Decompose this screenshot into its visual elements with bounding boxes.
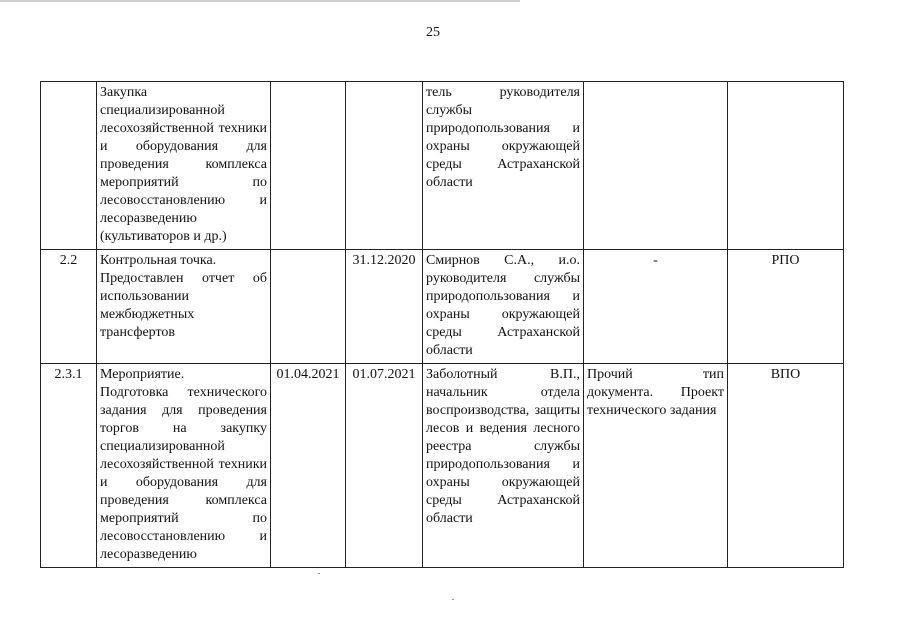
row-number-cell: 2.3.1 <box>41 364 97 568</box>
end-date-cell: 31.12.2020 <box>346 250 423 364</box>
control-type-cell <box>728 82 844 250</box>
responsible-cell: тель руководителя службы природопользования и охраны окружающей среды Астраханской области <box>423 82 584 250</box>
result-cell: - <box>584 250 728 364</box>
responsible-cell: Заболотный В.П., начальник отдела воспроизводства, защиты лесов и ведения лесного реестра службы природопользования и охраны окружающей среды Астраханской области <box>423 364 584 568</box>
page-number: 25 <box>426 25 440 40</box>
start-date-cell: 01.04.2021 <box>271 364 346 568</box>
activity-name-cell <box>97 250 271 364</box>
row-number-cell <box>41 82 97 250</box>
responsible-cell: Смирнов С.А., и.о. руководителя службы природопользования и охраны окружающей среды Астраханской области <box>423 250 584 364</box>
activities-table <box>40 81 844 568</box>
activity-name-cell <box>97 364 271 568</box>
control-type-cell: РПО <box>728 250 844 364</box>
activity-type-label: Контрольная точка. <box>100 253 217 268</box>
start-date-cell <box>271 250 346 364</box>
page-top-rule <box>0 0 520 2</box>
scan-speck <box>452 599 454 600</box>
control-type-cell: ВПО <box>728 364 844 568</box>
end-date-cell: 01.07.2021 <box>346 364 423 568</box>
result-cell <box>584 82 728 250</box>
table-row <box>41 364 844 568</box>
activity-name-text: Закупка специализированной лесохозяйственной техники и оборудования для проведения комплекса мероприятий по лесовосстановлению и лесоразведению (культиваторов и др.) <box>100 85 267 244</box>
activity-type-label: Мероприятие. <box>100 367 185 382</box>
result-cell: Прочий тип документа. Проект технического задания <box>584 364 728 568</box>
activity-name-text: Предоставлен отчет об использовании межбюджетных трансфертов <box>100 271 267 340</box>
table-row <box>41 250 844 364</box>
activity-name-text: Подготовка технического задания для проведения торгов на закупку специализированной лесохозяйственной техники и оборудования для проведения комплекса мероприятий по лесовосстановлению и лесоразведению <box>100 385 267 562</box>
end-date-cell <box>346 82 423 250</box>
row-number-cell: 2.2 <box>41 250 97 364</box>
table-row <box>41 82 844 250</box>
scan-speck <box>318 573 320 574</box>
activity-name-cell <box>97 82 271 250</box>
start-date-cell <box>271 82 346 250</box>
